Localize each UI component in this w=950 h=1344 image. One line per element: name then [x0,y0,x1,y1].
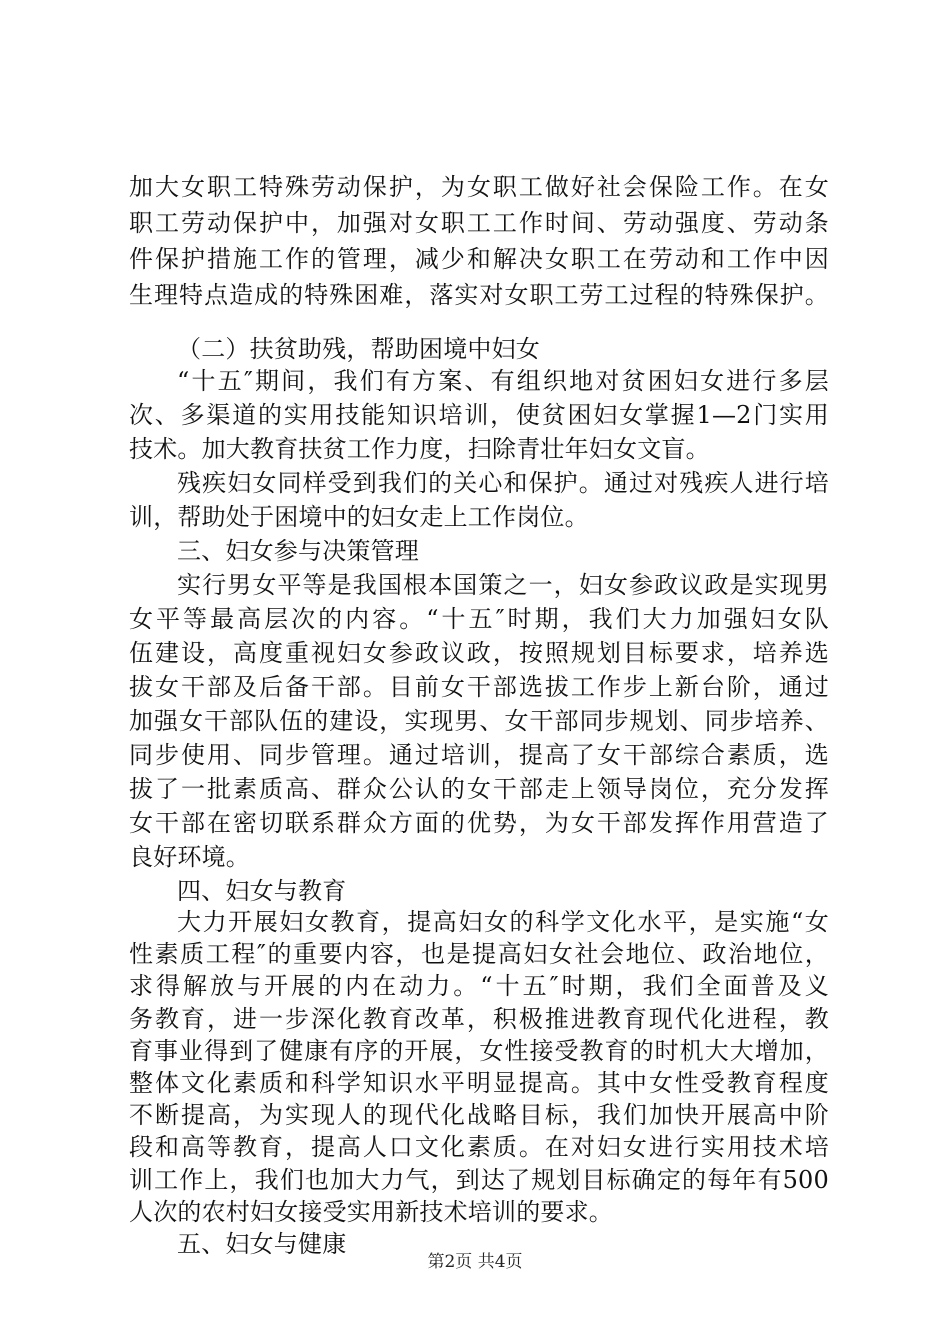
text-line: 整体文化素质和科学知识水平明显提高。其中女性受教育程度 [129,1069,829,1097]
text-line: 拔女干部及后备干部。目前女干部选拔工作步上新台阶，通过 [129,673,829,701]
text-line: 训工作上，我们也加大力气，到达了规划目标确定的每年有500 [129,1165,829,1194]
heading-poverty: （二）扶贫助残，帮助困境中妇女 [177,335,540,363]
text-line: 实行男女平等是我国根本国策之一，妇女参政议政是实现男 [177,571,829,599]
text-line: 加大女职工特殊劳动保护，为女职工做好社会保险工作。在女 [129,173,829,201]
text-line: 大力开展妇女教育，提高妇女的科学文化水平，是实施“女 [177,908,829,936]
text-line: 女平等最高层次的内容。“十五″时期，我们大力加强妇女队 [129,605,829,633]
text-line: 件保护措施工作的管理，减少和解决女职工在劳动和工作中因 [129,245,829,273]
text-line: 务教育，进一步深化教育改革，积极推进教育现代化进程，教 [129,1004,829,1033]
text-line: 技术。加大教育扶贫工作力度，扫除青壮年妇女文盲。 [129,435,710,463]
text-line: 性素质工程″的重要内容，也是提高妇女社会地位、政治地位， [129,940,829,969]
text-line: 同步使用、同步管理。通过培训，提高了女干部综合素质，选 [129,741,829,769]
text-line: “十五″期间，我们有方案、有组织地对贫困妇女进行多层 [177,367,829,395]
heading-health: 五、妇女与健康 [177,1230,347,1258]
text-line: 伍建设，高度重视妇女参政议政，按照规划目标要求，培养选 [129,639,829,667]
text-line: 不断提高，为实现人的现代化战略目标，我们加快开展高中阶 [129,1101,829,1130]
heading-education: 四、妇女与教育 [177,877,347,905]
text-line: 职工劳动保护中，加强对女职工工作时间、劳动强度、劳动条 [129,209,829,237]
text-line: 加强女干部队伍的建设，实现男、女干部同步规划、同步培养、 [129,707,829,735]
text-line: 训，帮助处于困境中的妇女走上工作岗位。 [129,503,589,531]
text-line: 残疾妇女同样受到我们的关心和保护。通过对残疾人进行培 [177,469,829,497]
text-line: 生理特点造成的特殊困难，落实对女职工劳工过程的特殊保护。 [129,281,829,309]
text-line: 人次的农村妇女接受实用新技术培训的要求。 [129,1197,613,1226]
page-footer: 第2页 共4页 [427,1252,523,1272]
text-line: 求得解放与开展的内在动力。“十五″时期，我们全面普及义 [129,972,829,1001]
text-line: 良好环境。 [129,843,250,871]
text-line: 育事业得到了健康有序的开展，女性接受教育的时机大大增加， [129,1036,829,1065]
text-line: 次、多渠道的实用技能知识培训，使贫困妇女掌握1—2门实用 [129,401,829,429]
text-line: 拔了一批素质高、群众公认的女干部走上领导岗位，充分发挥 [129,775,829,803]
text-line: 段和高等教育，提高人口文化素质。在对妇女进行实用技术培 [129,1133,829,1162]
text-line: 女干部在密切联系群众方面的优势，为女干部发挥作用营造了 [129,809,829,837]
heading-decision-making: 三、妇女参与决策管理 [177,537,419,565]
